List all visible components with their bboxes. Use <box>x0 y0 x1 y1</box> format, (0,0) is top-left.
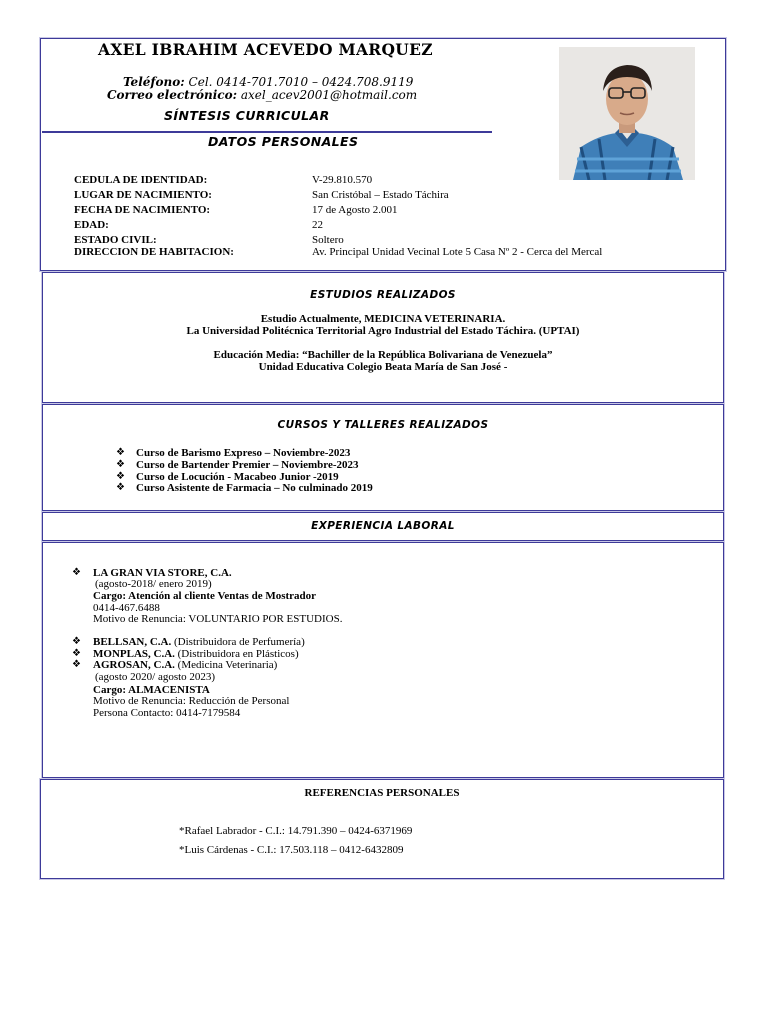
diamond-bullet-icon: ❖ <box>116 459 125 470</box>
personal-value: Soltero <box>312 234 344 246</box>
job-detail: (Distribuidora en Plásticos) <box>177 648 299 660</box>
job-dates: (agosto-2018/ enero 2019) <box>95 578 212 590</box>
job-dates: (agosto 2020/ agosto 2023) <box>95 671 216 683</box>
person-photo-icon <box>559 47 695 180</box>
personal-value: 22 <box>312 219 323 231</box>
studies-secondary: Educación Media: “Bachiller de la República Bolivariana de Venezuela” <box>213 349 553 361</box>
personal-label: EDAD: <box>74 219 109 231</box>
diamond-bullet-icon: ❖ <box>116 447 125 458</box>
course-item: Curso de Bartender Premier – Noviembre-2023 <box>136 459 359 471</box>
diamond-bullet-icon: ❖ <box>72 567 81 578</box>
summary-title: SÍNTESIS CURRICULAR <box>164 108 330 123</box>
email-line <box>107 88 417 102</box>
personal-value: San Cristóbal – Estado Táchira <box>312 189 449 201</box>
job-detail: (Medicina Veterinaria) <box>177 659 278 671</box>
job-line <box>93 636 305 648</box>
personal-label: LUGAR DE NACIMIENTO: <box>74 189 212 201</box>
personal-data-title: DATOS PERSONALES <box>208 134 359 149</box>
job-role: Cargo: ALMACENISTA <box>93 684 210 696</box>
reference-item: *Rafael Labrador - C.I.: 14.791.390 – 0424-6371969 <box>179 825 413 837</box>
personal-label: CEDULA DE IDENTIDAD: <box>74 174 208 186</box>
job-line <box>93 659 277 671</box>
phone-value: Cel. 0414-701.7010 – 0424.708.9119 <box>188 75 414 89</box>
job-contact: Persona Contacto: 0414-7179584 <box>93 707 241 719</box>
profile-photo <box>559 47 695 180</box>
diamond-bullet-icon: ❖ <box>72 648 81 659</box>
candidate-name: AXEL IBRAHIM ACEVEDO MARQUEZ <box>98 40 433 59</box>
course-item: Curso Asistente de Farmacia – No culminado 2019 <box>136 482 373 494</box>
studies-current: Estudio Actualmente, MEDICINA VETERINARIA. <box>260 313 506 325</box>
courses-title: CURSOS Y TALLERES REALIZADOS <box>277 419 489 431</box>
personal-label: FECHA DE NACIMIENTO: <box>74 204 211 216</box>
job-company: BELLSAN, C.A. <box>93 636 172 648</box>
references-title: REFERENCIAS PERSONALES <box>304 787 460 799</box>
studies-school: Unidad Educativa Colegio Beata María de San José - <box>258 361 508 373</box>
diamond-bullet-icon: ❖ <box>116 471 125 482</box>
phone-label: Teléfono: <box>123 75 185 89</box>
personal-label: ESTADO CIVIL: <box>74 234 157 246</box>
course-item: Curso de Locución - Macabeo Junior -2019 <box>136 471 339 483</box>
job-company: MONPLAS, C.A. <box>93 648 175 660</box>
personal-value: Av. Principal Unidad Vecinal Lote 5 Casa Nº 2 - Cerca del Mercal <box>312 246 603 258</box>
job-reason: Motivo de Renuncia: Reducción de Personal <box>93 695 290 707</box>
personal-label: DIRECCION DE HABITACION: <box>74 246 234 258</box>
summary-divider <box>42 131 492 133</box>
course-item: Curso de Barismo Expreso – Noviembre-2023 <box>136 447 351 459</box>
diamond-bullet-icon: ❖ <box>116 482 125 493</box>
diamond-bullet-icon: ❖ <box>72 636 81 647</box>
job-phone: 0414-467.6488 <box>93 602 160 614</box>
phone-line <box>123 75 413 89</box>
reference-item: *Luis Cárdenas - C.I.: 17.503.118 – 0412-6432809 <box>179 844 404 856</box>
job-role: Cargo: Atención al cliente Ventas de Mostrador <box>93 590 317 602</box>
job-company: LA GRAN VIA STORE, C.A. <box>93 567 232 579</box>
job-company: AGROSAN, C.A. <box>93 659 175 671</box>
job-reason: Motivo de Renuncia: VOLUNTARIO POR ESTUDIOS. <box>93 613 343 625</box>
personal-value: 17 de Agosto 2.001 <box>312 204 398 216</box>
studies-university: La Universidad Politécnica Territorial Agro Industrial del Estado Táchira. (UPTAI) <box>186 325 580 337</box>
studies-title: ESTUDIOS REALIZADOS <box>310 289 456 301</box>
email-value: axel_acev2001@hotmail.com <box>240 88 418 102</box>
experience-title: EXPERIENCIA LABORAL <box>311 520 455 532</box>
email-label: Correo electrónico: <box>107 88 238 102</box>
job-detail: (Distribuidora de Perfumería) <box>174 636 305 648</box>
diamond-bullet-icon: ❖ <box>72 659 81 670</box>
personal-value: V-29.810.570 <box>312 174 373 186</box>
